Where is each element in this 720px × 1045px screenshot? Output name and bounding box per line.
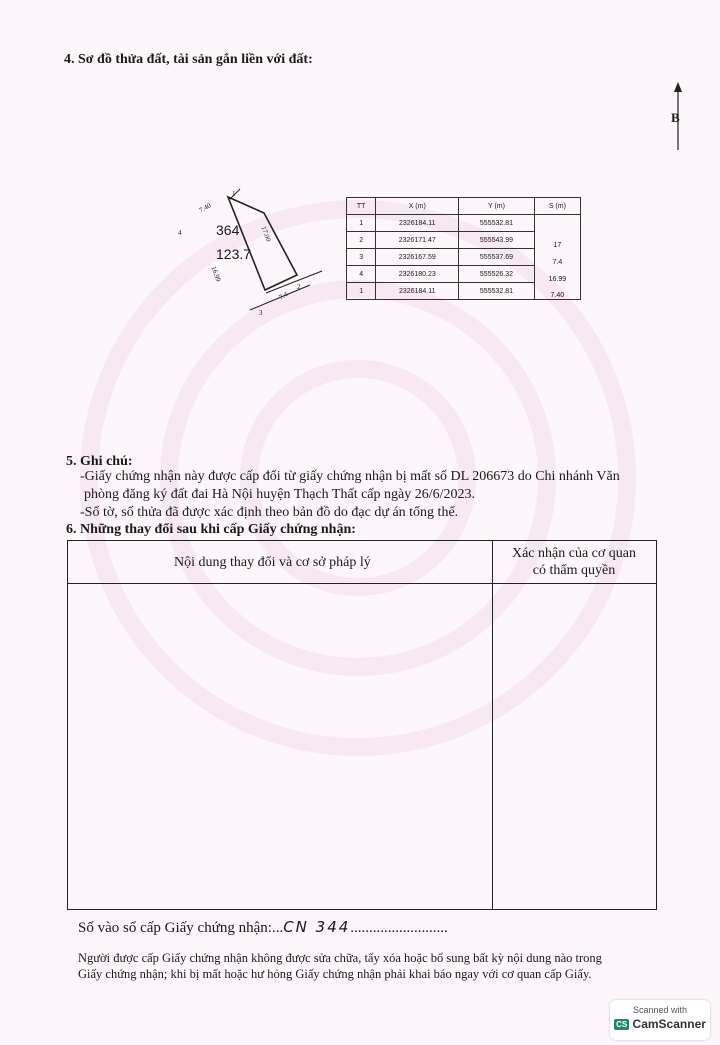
register-value: CN 344 bbox=[283, 918, 351, 936]
register-label: Số vào sổ cấp Giấy chứng nhận: bbox=[78, 920, 272, 936]
table-row bbox=[347, 249, 581, 266]
note-line: phòng đăng ký đất đai Hà Nội huyện Thạch Thất cấp ngày 26/6/2023. bbox=[84, 487, 476, 502]
footer-line: Người được cấp Giấy chứng nhận không được sửa chữa, tẩy xóa hoặc bổ sung bất kỳ nội dung nào trong bbox=[78, 951, 602, 965]
register-dots-right: .......................... bbox=[350, 920, 448, 936]
coordinate-table bbox=[346, 197, 581, 300]
register-dots-left: ... bbox=[271, 920, 284, 936]
table-cell: 2326184.11 bbox=[376, 215, 459, 232]
table-cell: 17 bbox=[534, 232, 580, 249]
table-cell: 1 bbox=[347, 283, 376, 300]
vertex-label: 4 bbox=[178, 229, 182, 237]
table-cell: 7.40 bbox=[534, 283, 580, 300]
vertex-label: 1 bbox=[232, 190, 236, 198]
edge-label: 17.00 bbox=[259, 225, 273, 243]
column-header-content: Nội dung thay đổi và cơ sở pháp lý bbox=[174, 555, 371, 570]
table-cell bbox=[534, 215, 580, 232]
camscanner-watermark bbox=[610, 1000, 710, 1040]
vertex-label: 2 bbox=[297, 283, 301, 291]
table-row bbox=[347, 232, 581, 249]
section6-heading: 6. Những thay đổi sau khi cấp Giấy chứng nhận: bbox=[66, 522, 356, 537]
table-cell: 555532.81 bbox=[459, 283, 535, 300]
table-cell: 2326180.23 bbox=[376, 266, 459, 283]
camscanner-logo-icon: CS bbox=[616, 1020, 628, 1030]
table-row bbox=[347, 283, 581, 300]
scanner-caption: Scanned with bbox=[632, 1005, 688, 1015]
note-line: -Giấy chứng nhận này được cấp đổi từ giấy chứng nhận bị mất số DL 206673 do Chi nhánh Văn bbox=[80, 469, 620, 484]
edge-label: 16.99 bbox=[209, 265, 223, 283]
table-row bbox=[347, 215, 581, 232]
footer-line: Giấy chứng nhận; khi bị mất hoặc hư hỏng Giấy chứng nhận phải khai báo ngay với cơ quan cấp Giấy. bbox=[78, 967, 592, 981]
changes-table bbox=[67, 540, 657, 910]
table-cell: 2 bbox=[347, 232, 376, 249]
table-cell: 3 bbox=[347, 249, 376, 266]
table-cell: 16.99 bbox=[534, 266, 580, 283]
table-header-row bbox=[347, 198, 581, 215]
table-cell: 2326167.59 bbox=[376, 249, 459, 266]
table-row bbox=[347, 266, 581, 283]
table-header: Y (m) bbox=[459, 198, 535, 215]
column-header-authority-line: có thẩm quyền bbox=[532, 563, 616, 578]
edge-label: 7.40 bbox=[197, 201, 213, 215]
scanner-name: CamScanner bbox=[632, 1017, 706, 1031]
section5-heading: 5. Ghi chú: bbox=[66, 454, 133, 469]
table-cell: 7.4 bbox=[534, 249, 580, 266]
table-cell: 2326171.47 bbox=[376, 232, 459, 249]
table-cell: 555543.99 bbox=[459, 232, 535, 249]
table-cell: 555526.32 bbox=[459, 266, 535, 283]
column-header-authority bbox=[494, 545, 654, 579]
changes-column-content bbox=[68, 541, 493, 909]
column-header-authority-line: Xác nhận của cơ quan bbox=[511, 546, 636, 561]
scanner-brand bbox=[610, 1017, 710, 1031]
table-cell: 4 bbox=[347, 266, 376, 283]
plot-outline bbox=[228, 197, 297, 290]
table-header: TT bbox=[347, 198, 376, 215]
table-header: S (m) bbox=[534, 198, 580, 215]
section4-heading: 4. Sơ đồ thửa đất, tài sản gắn liền với đất: bbox=[64, 52, 313, 67]
vertex-label: 3 bbox=[259, 309, 263, 317]
north-label: B bbox=[671, 110, 680, 125]
table-cell: 1 bbox=[347, 215, 376, 232]
parcel-number: 364 bbox=[216, 222, 240, 238]
table-header: X (m) bbox=[376, 198, 459, 215]
note-line: -Số tờ, số thửa đã được xác định theo bản đồ do đạc dự án tổng thể. bbox=[80, 505, 459, 520]
parcel-area: 123.7 bbox=[216, 246, 252, 262]
table-cell: 2326184.11 bbox=[376, 283, 459, 300]
register-line bbox=[78, 918, 448, 937]
edge-label: 7.4 bbox=[277, 290, 290, 302]
table-cell: 555537.69 bbox=[459, 249, 535, 266]
table-cell: 555532.81 bbox=[459, 215, 535, 232]
